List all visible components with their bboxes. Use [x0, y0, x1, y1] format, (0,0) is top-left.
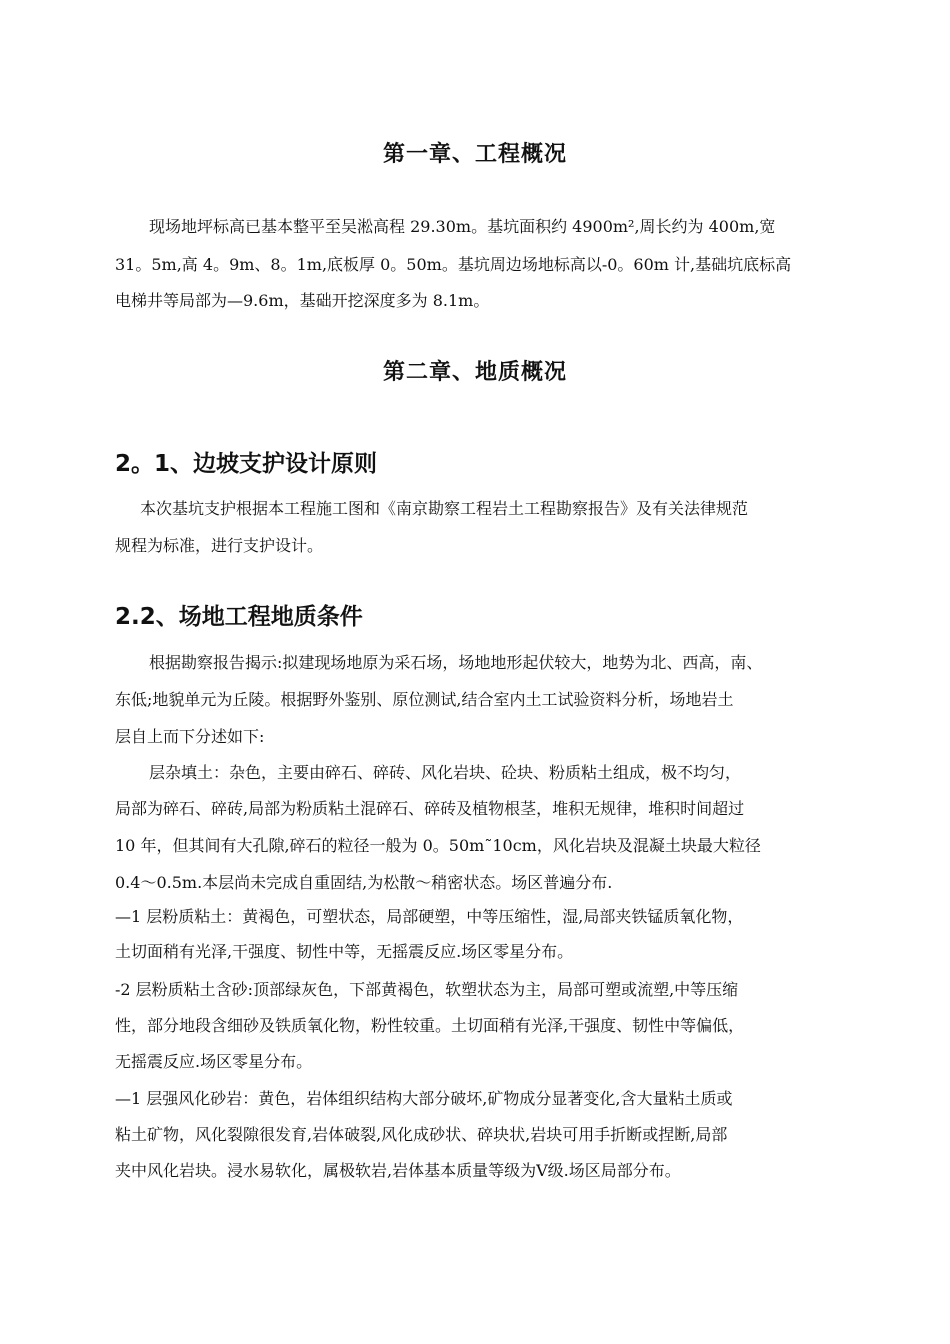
section-2-2-paragraph-line: 层自上而下分述如下:: [115, 727, 265, 746]
section-2-2-paragraph-line: 根据勘察报告揭示:拟建现场地原为采石场，场地地形起伏较大，地势为北、西高，南、: [149, 653, 763, 672]
section-2-2-paragraph-line: -2 层粉质粘土含砂:顶部绿灰色，下部黄褐色，软塑状态为主，局部可塑或流塑,中等压缩: [115, 980, 739, 999]
chapter-1-paragraph-line: 电梯井等局部为—9.6m，基础开挖深度多为 8.1m。: [115, 291, 490, 310]
section-2-2-paragraph-line: 无摇震反应.场区零星分布。: [115, 1052, 313, 1071]
section-2-2-paragraph-line: —1 层强风化砂岩：黄色，岩体组织结构大部分破坏,矿物成分显著变化,含大量粘土质或: [115, 1089, 733, 1108]
section-2-2-paragraph-line: 性，部分地段含细砂及铁质氧化物，粉性较重。土切面稍有光泽,干强度、韧性中等偏低，: [115, 1016, 745, 1035]
section-2-2-paragraph-line: 0.4～0.5m.本层尚未完成自重固结,为松散～稍密状态。场区普遍分布.: [115, 873, 613, 892]
section-2-1-paragraph-line: 规程为标准，进行支护设计。: [115, 536, 324, 555]
section-2-1-paragraph-line: 本次基坑支护根据本工程施工图和《南京勘察工程岩土工程勘察报告》及有关法律规范: [140, 499, 749, 518]
section-2-2-heading: 2.2、场地工程地质条件: [115, 604, 363, 630]
section-2-2-paragraph-line: 层杂填土：杂色，主要由碎石、碎砖、风化岩块、砼块、粉质粘土组成，极不均匀，: [149, 763, 742, 782]
section-2-2-paragraph-line: 10 年，但其间有大孔隙,碎石的粒径一般为 0。50m˜10cm，风化岩块及混凝土块最大粒径: [115, 836, 761, 855]
section-2-2-paragraph-line: 土切面稍有光泽,干强度、韧性中等，无摇震反应.场区零星分布。: [115, 942, 574, 961]
section-2-2-paragraph-line: 夹中风化岩块。浸水易软化，属极软岩,岩体基本质量等级为Ⅴ级.场区局部分布。: [115, 1161, 681, 1180]
chapter-1-title: 第一章、工程概况: [382, 142, 567, 167]
section-2-2-paragraph-line: 局部为碎石、碎砖,局部为粉质粘土混碎石、碎砖及植物根茎，堆积无规律，堆积时间超过: [115, 799, 745, 818]
section-2-1-heading: 2。1、边坡支护设计原则: [115, 451, 378, 477]
chapter-1-paragraph-line: 31。5m,高 4。9m、8。1m,底板厚 0。50m。基坑周边场地标高以-0。60m 计,基础坑底标高: [115, 255, 792, 274]
section-2-2-paragraph-line: 东低;地貌单元为丘陵。根据野外鉴别、原位测试,结合室内土工试验资料分析，场地岩土: [115, 690, 734, 709]
chapter-1-paragraph-line: 现场地坪标高已基本整平至吴淞高程 29.30m。基坑面积约 4900m²,周长约为 400m,宽: [149, 217, 776, 236]
chapter-2-title: 第二章、地质概况: [382, 360, 567, 385]
section-2-2-paragraph-line: 粘土矿物，风化裂隙很发育,岩体破裂,风化成砂状、碎块状,岩块可用手折断或捏断,局部: [115, 1125, 728, 1144]
section-2-2-paragraph-line: —1 层粉质粘土：黄褐色，可塑状态，局部硬塑，中等压缩性，湿,局部夹铁锰质氧化物，: [115, 907, 744, 926]
